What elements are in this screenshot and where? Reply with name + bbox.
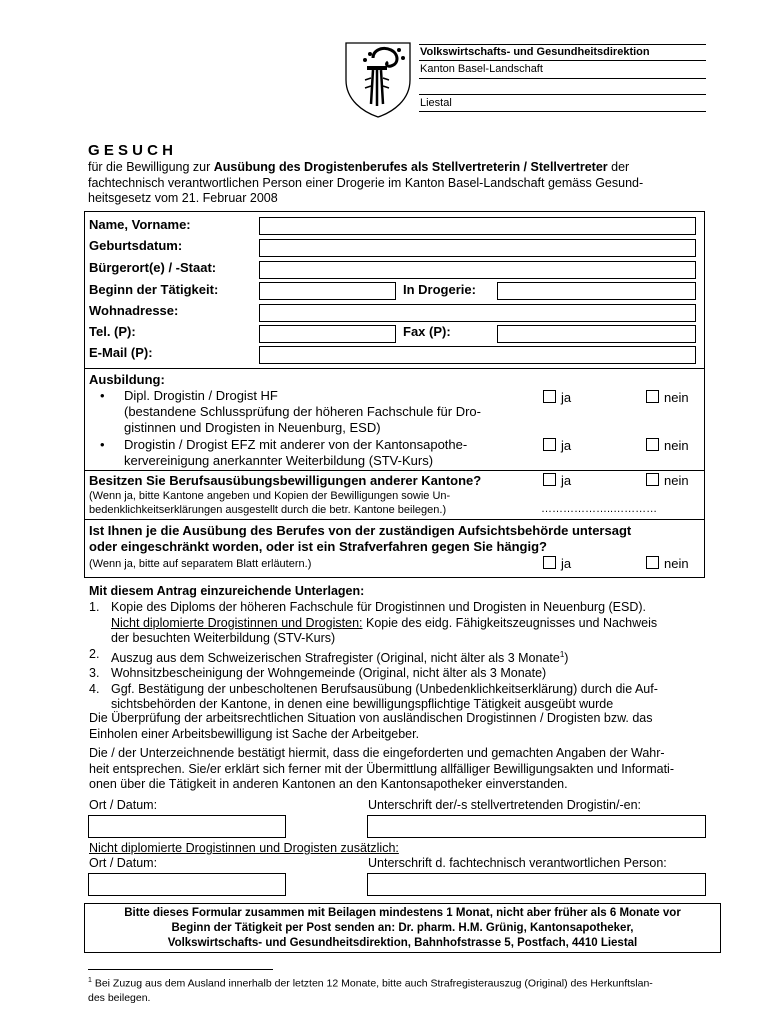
- confirmation-paragraph: Die / der Unterzeichnende bestätigt hiermit, dass die eingeforderten und gemachten Angaben der Wahr- heit entsprechen. Sie/er erklärt sich ferner mit der Übermittlung allfälliger Bewilligungsakten und Informati- onen über die Tätigkeit in anderen Kantonen an den Kantonsapotheker einverstanden.: [89, 746, 674, 791]
- restriction-question: Ist Ihnen je die Ausübung des Berufes von der zuständigen Aufsichtsbehörde untersagt oder eingeschränkt worden, oder ist ein Strafverfahren gegen Sie hängig?: [89, 523, 632, 554]
- start-date-input[interactable]: [259, 282, 396, 300]
- submission-notice: Bitte dieses Formular zusammen mit Beilagen mindestens 1 Monat, nicht aber früher als 6 Monate vor Beginn der Tätigkeit per Post senden an: Dr. pharm. H.M. Grünig, Kantonsapotheker, Volkswirtschafts- und Gesundheitsdirektion, Bahnhofstrasse 5, Postfach, 4410 Liestal: [84, 903, 721, 953]
- deputy-signature-input[interactable]: [367, 815, 706, 838]
- bullet-1: •: [100, 388, 105, 403]
- name-input[interactable]: [259, 217, 696, 235]
- origin-input[interactable]: [259, 261, 696, 279]
- place-date-input[interactable]: [88, 815, 286, 838]
- responsible-signature-label: Unterschrift d. fachtechnisch verantwortlichen Person:: [368, 856, 667, 870]
- permits-cantons-field[interactable]: ………………..…………: [541, 503, 658, 515]
- education-option-efz: Drogistin / Drogist EFZ mit anderer von der Kantonsapothe- kervereinigung anerkannter Weiterbildung (STV-Kurs): [124, 437, 468, 468]
- fax-input[interactable]: [497, 325, 696, 343]
- drugstore-label: In Drogerie:: [403, 282, 476, 297]
- place-name: Liestal: [420, 97, 452, 109]
- email-input[interactable]: [259, 346, 696, 364]
- place-date-label: Ort / Datum:: [89, 798, 158, 812]
- hf-no-checkbox[interactable]: nein: [646, 390, 689, 406]
- bullet-2: •: [100, 437, 105, 452]
- fax-label: Fax (P):: [403, 324, 451, 339]
- permits-yes-checkbox[interactable]: ja: [543, 473, 571, 489]
- restriction-note: (Wenn ja, bitte auf separatem Blatt erläutern.): [89, 558, 312, 570]
- canton-name: Kanton Basel-Landschaft: [420, 63, 543, 75]
- permits-question: Besitzen Sie Berufsausübungsbewilligungen anderer Kantone?: [89, 473, 482, 488]
- documents-heading: Mit diesem Antrag einzureichende Unterlagen:: [89, 584, 365, 598]
- origin-label: Bürgerort(e) / -Staat:: [89, 260, 217, 275]
- education-heading: Ausbildung:: [89, 372, 165, 387]
- start-date-label: Beginn der Tätigkeit:: [89, 282, 219, 297]
- phone-label: Tel. (P):: [89, 324, 136, 339]
- restriction-no-checkbox[interactable]: nein: [646, 556, 689, 572]
- intro-text: für die Bewilligung zur Ausübung des Drogistenberufes als Stellvertreterin / Stellvertreter der fachtechnisch verantwortlichen Person einer Drogerie im Kanton Basel-Landschaft gemäss Gesund- heitsgesetz vom 21. Februar 2008: [88, 160, 644, 205]
- place-date-label-2: Ort / Datum:: [89, 856, 158, 870]
- place-date-input-2[interactable]: [88, 873, 286, 896]
- permits-no-checkbox[interactable]: nein: [646, 473, 689, 489]
- permits-note: (Wenn ja, bitte Kantone angeben und Kopien der Bewilligungen sowie Un- bedenklichkeitserklärungen ausgestellt durch die betr. Kantone beilegen.): [89, 490, 451, 516]
- email-label: E-Mail (P):: [89, 345, 153, 360]
- drugstore-input[interactable]: [497, 282, 696, 300]
- deputy-signature-label: Unterschrift der/-s stellvertretenden Drogistin/-en:: [368, 798, 642, 812]
- address-input[interactable]: [259, 304, 696, 322]
- education-option-hf: Dipl. Drogistin / Drogist HF (bestandene Schlussprüfung der höheren Fachschule für Dro- gistinnen und Drogisten in Neuenburg, ESD): [124, 388, 481, 435]
- footnote: $^1$ Bei Zuzug aus dem Ausland innerhalb der letzten 12 Monate, bitte auch Strafregisterauszug (Original) des Herkunftslan- des beilegen.: [88, 977, 653, 1004]
- birthdate-input[interactable]: [259, 239, 696, 257]
- documents-list: 1. Kopie des Diploms der höheren Fachschule für Drogistinnen und Drogisten in Neuenburg (ESD). Nicht diplomierte Drogistinnen und Drogisten: Kopie des eidg. Fähigkeitszeugnisses und Nachweis der besuchten Weiterbildung (STV-Kurs) 2. Auszug aus dem Schweizerischen Strafregister (Original, nicht älter als 3 Monate$^1$) 3. Wohnsitzbescheinigung der Wohngemeinde (Original, nicht älter als 3 Monate) 4. Ggf. Bestätigung der unbescholtenen Berufsausübung (Unbedenklichkeitserklärung) durch die Auf- sichtsbehörden der Kantone, in denen eine bewilligungspflichtige Tätigkeit ausgeübt wurde: [89, 600, 658, 712]
- work-permit-paragraph: Die Überprüfung der arbeitsrechtlichen Situation von ausländischen Drogistinnen / Drogisten bzw. das Einholen einer Arbeitsbewilligung ist Sache der Arbeitgeber.: [89, 711, 653, 741]
- coat-of-arms-logo: [343, 40, 413, 120]
- name-label: Name, Vorname:: [89, 217, 191, 232]
- non-diploma-heading: Nicht diplomierte Drogistinnen und Drogisten zusätzlich:: [89, 841, 399, 855]
- responsible-signature-input[interactable]: [367, 873, 706, 896]
- efz-yes-checkbox[interactable]: ja: [543, 438, 571, 454]
- department-name: Volkswirtschafts- und Gesundheitsdirektion: [420, 46, 650, 58]
- birthdate-label: Geburtsdatum:: [89, 238, 183, 253]
- restriction-yes-checkbox[interactable]: ja: [543, 556, 571, 572]
- hf-yes-checkbox[interactable]: ja: [543, 390, 571, 406]
- address-label: Wohnadresse:: [89, 303, 179, 318]
- phone-input[interactable]: [259, 325, 396, 343]
- page-title: G E S U C H: [88, 142, 174, 159]
- efz-no-checkbox[interactable]: nein: [646, 438, 689, 454]
